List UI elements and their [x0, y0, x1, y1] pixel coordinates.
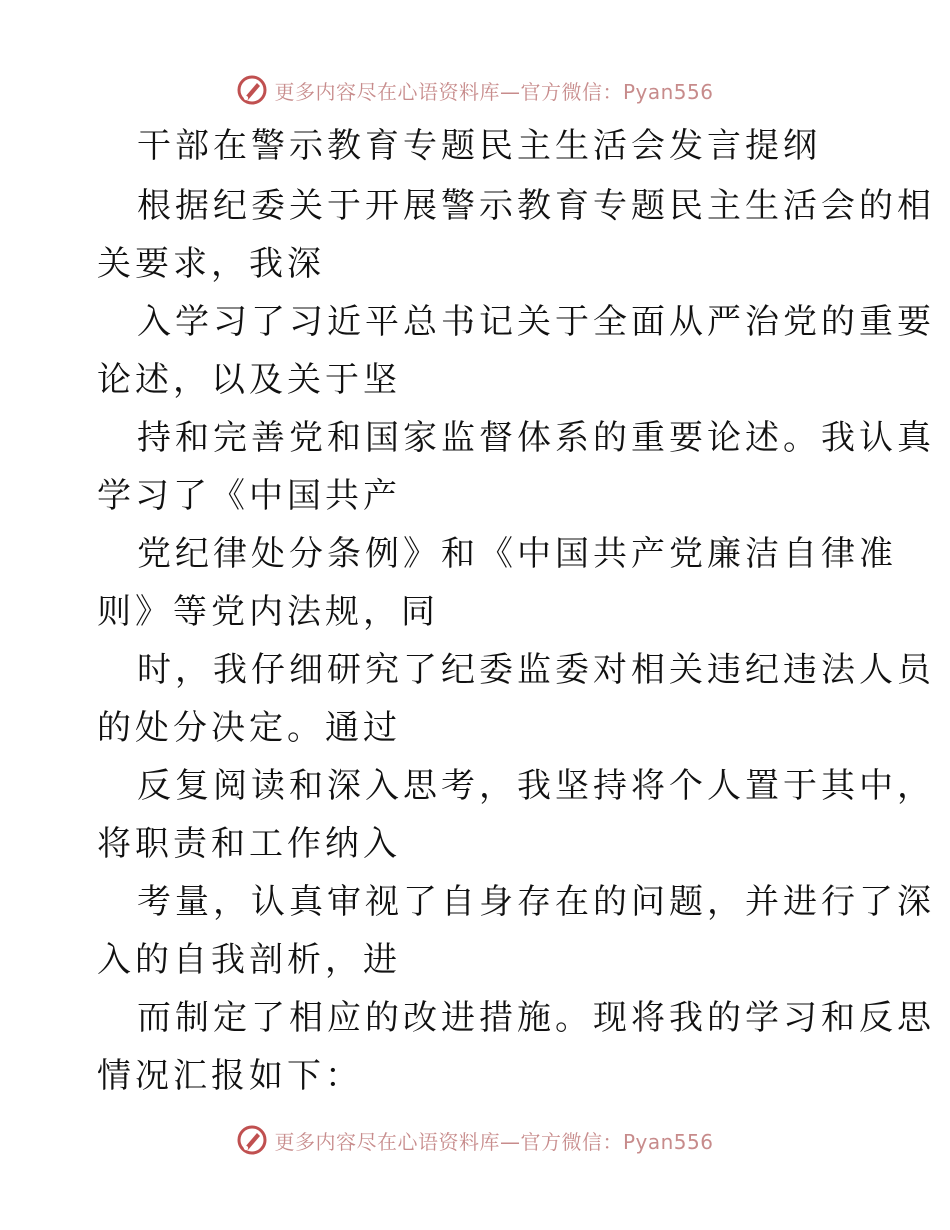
paragraph-line: 而制定了相应的改进措施。现将我的学习和反思 — [137, 998, 935, 1038]
paragraph-line: 将职责和工作纳入 — [97, 824, 401, 864]
paragraph-line: 持和完善党和国家监督体系的重要论述。我认真 — [137, 418, 935, 458]
watermark-text: 更多内容尽在心语资料库—官方微信：Pyan556 — [274, 79, 714, 104]
paragraph-line: 情况汇报如下： — [97, 1056, 363, 1096]
ink-pen-seal-icon — [236, 74, 268, 106]
watermark-text: 更多内容尽在心语资料库—官方微信：Pyan556 — [274, 1129, 714, 1154]
watermark-footer — [0, 1120, 950, 1160]
watermark-header — [0, 70, 950, 110]
paragraph-line: 根据纪委关于开展警示教育专题民主生活会的相 — [137, 186, 935, 226]
paragraph-line: 反复阅读和深入思考，我坚持将个人置于其中， — [137, 766, 935, 806]
paragraph-line: 党纪律处分条例》和《中国共产党廉洁自律准 — [137, 534, 897, 574]
paragraph-line: 入的自我剖析，进 — [97, 940, 401, 980]
paragraph-line: 的处分决定。通过 — [97, 708, 401, 748]
paragraph-line: 关要求，我深 — [97, 244, 325, 284]
paragraph-line: 入学习了习近平总书记关于全面从严治党的重要 — [137, 302, 935, 342]
paragraph-line: 学习了《中国共产 — [97, 476, 401, 516]
ink-pen-seal-icon — [236, 1124, 268, 1156]
paragraph-line: 考量，认真审视了自身存在的问题，并进行了深 — [137, 882, 935, 922]
paragraph-line: 论述，以及关于坚 — [97, 360, 401, 400]
paragraph-line: 则》等党内法规，同 — [97, 592, 439, 632]
document-title: 干部在警示教育专题民主生活会发言提纲 — [137, 126, 821, 166]
paragraph-line: 时，我仔细研究了纪委监委对相关违纪违法人员 — [137, 650, 935, 690]
